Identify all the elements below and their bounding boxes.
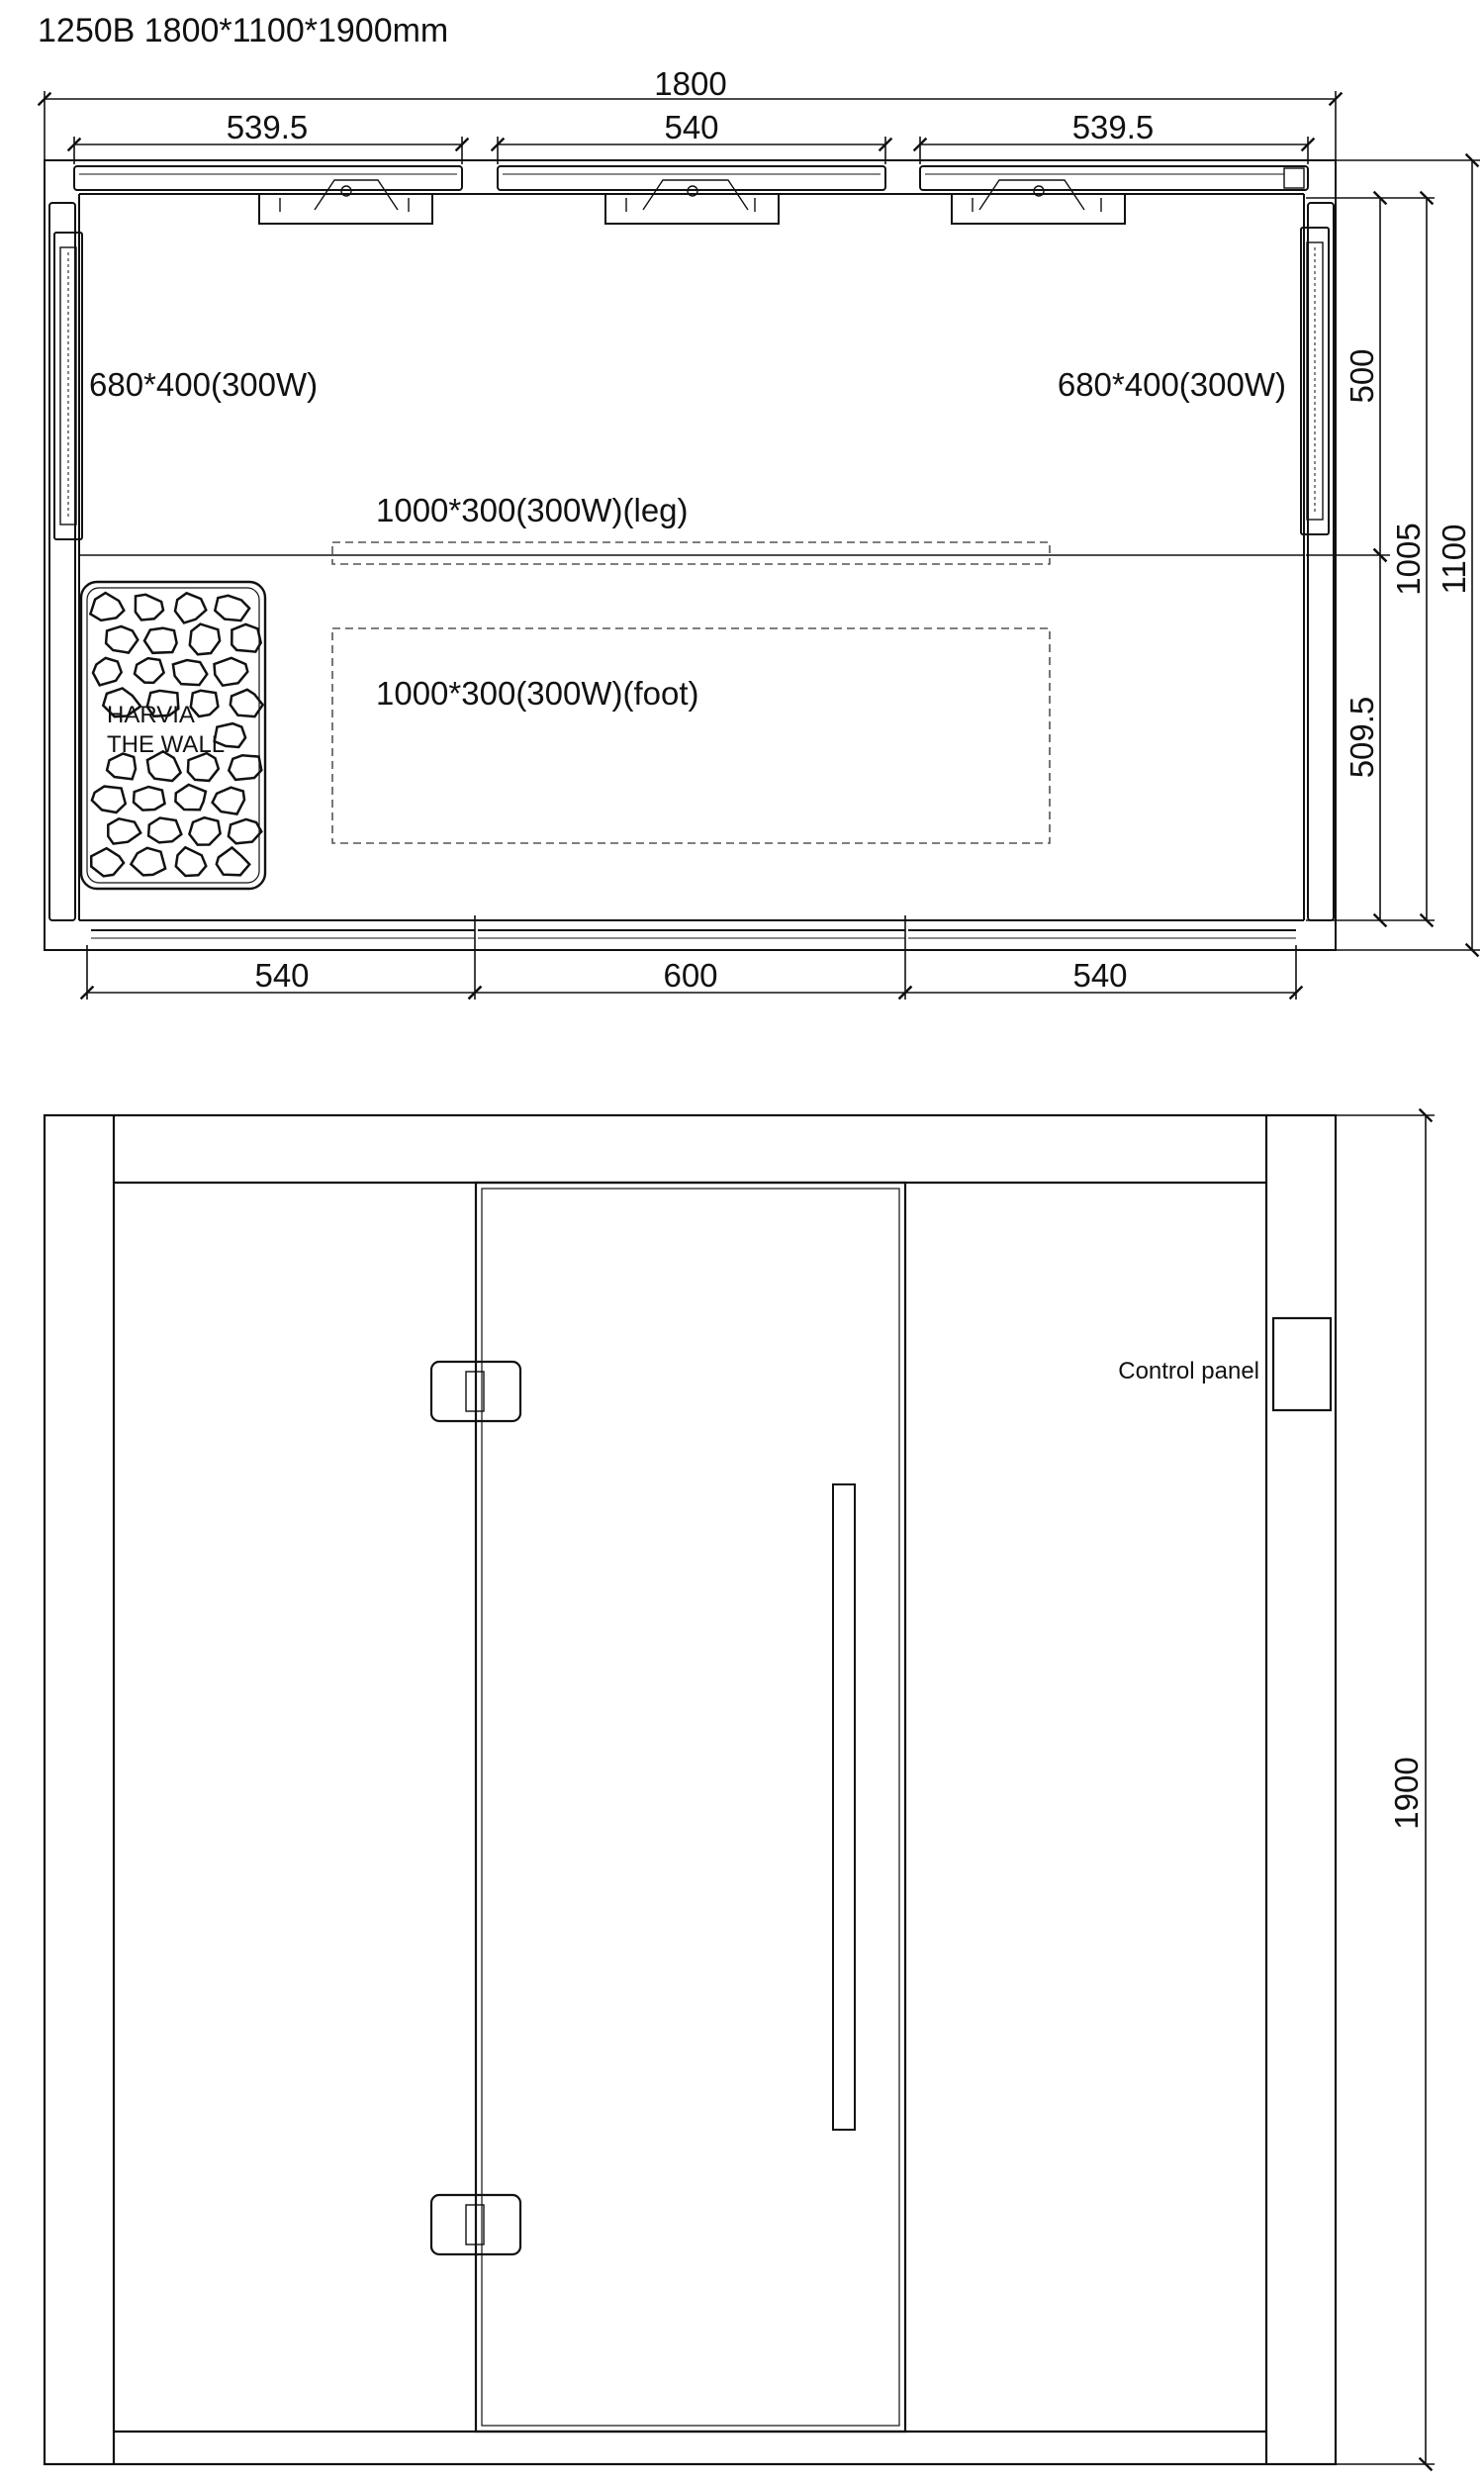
ceiling-light-center [605, 180, 779, 224]
stove-stone [136, 595, 163, 620]
stove-stone [131, 848, 165, 876]
elevation-view [45, 1115, 1435, 2464]
plan-dimensions [45, 91, 1480, 1000]
stove-stone [106, 626, 138, 653]
left-heater-panel [54, 233, 82, 539]
stove-stone [215, 596, 249, 620]
right-dim-upper-label: 500 [1344, 348, 1380, 404]
plan-view [45, 160, 1336, 950]
stove-stone [189, 817, 220, 844]
glass-door[interactable] [476, 1183, 905, 2432]
left-heater-label: 680*400(300W) [89, 366, 319, 403]
bottom-segment-center-label: 600 [663, 957, 718, 994]
bottom-segment-left-label: 540 [254, 957, 310, 994]
stove-stone [175, 593, 206, 622]
ceiling-light-left [259, 180, 432, 224]
elevation-outer-frame [45, 1115, 1336, 2464]
stove-stone [90, 593, 124, 620]
right-dim-lower-label: 509.5 [1344, 696, 1380, 779]
right-heater-panel [1301, 228, 1329, 534]
drawing-title: 1250B 1800*1100*1900mm [38, 12, 449, 49]
control-panel-box[interactable] [1273, 1318, 1331, 1410]
top-segment-left-label: 539.5 [226, 109, 309, 145]
stove-stone [108, 818, 140, 843]
stove-stone [135, 658, 164, 683]
stove-stone [215, 658, 248, 686]
stove-label-line2: THE WALL [107, 731, 226, 758]
right-dim-inner-label: 1005 [1390, 523, 1427, 596]
stove-stone [144, 628, 177, 653]
top-segment-center-label: 540 [664, 109, 719, 145]
stove-stone [173, 660, 207, 685]
overall-width-label: 1800 [654, 65, 727, 102]
leg-heater-label: 1000*300(300W)(leg) [376, 492, 689, 528]
door-handle[interactable] [833, 1484, 855, 2130]
bottom-segment-right-label: 540 [1072, 957, 1128, 994]
stove-stone [92, 787, 126, 812]
stove-stone [213, 788, 244, 814]
stove-stone [231, 690, 263, 716]
stove-stone [91, 848, 124, 876]
stove-stone [176, 847, 207, 876]
stove-stone [232, 624, 260, 652]
foot-heater-outline [332, 628, 1050, 843]
stove-stone [93, 658, 122, 686]
stove-stone [190, 624, 220, 655]
ceiling-light-right [952, 180, 1125, 224]
leg-heater-outline [332, 542, 1050, 564]
stove-stone [175, 785, 206, 810]
right-heater-label: 680*400(300W) [1057, 366, 1286, 403]
stove-stone [148, 818, 181, 843]
back-glass-panel-right [920, 166, 1308, 190]
stove-stone [134, 787, 165, 811]
back-glass-panel-left [74, 166, 462, 190]
top-segment-right-label: 539.5 [1071, 109, 1155, 145]
foot-heater-label: 1000*300(300W)(foot) [376, 675, 699, 712]
height-label: 1900 [1388, 1757, 1425, 1830]
stove-stone [229, 755, 261, 780]
stove-label-line1: HARVIA [107, 702, 195, 728]
stove-stone [217, 848, 249, 876]
control-panel-label: Control panel [1118, 1358, 1259, 1384]
stove-stone [191, 691, 219, 716]
stove-stone [229, 819, 261, 843]
right-dim-outer-label: 1100 [1436, 524, 1472, 595]
